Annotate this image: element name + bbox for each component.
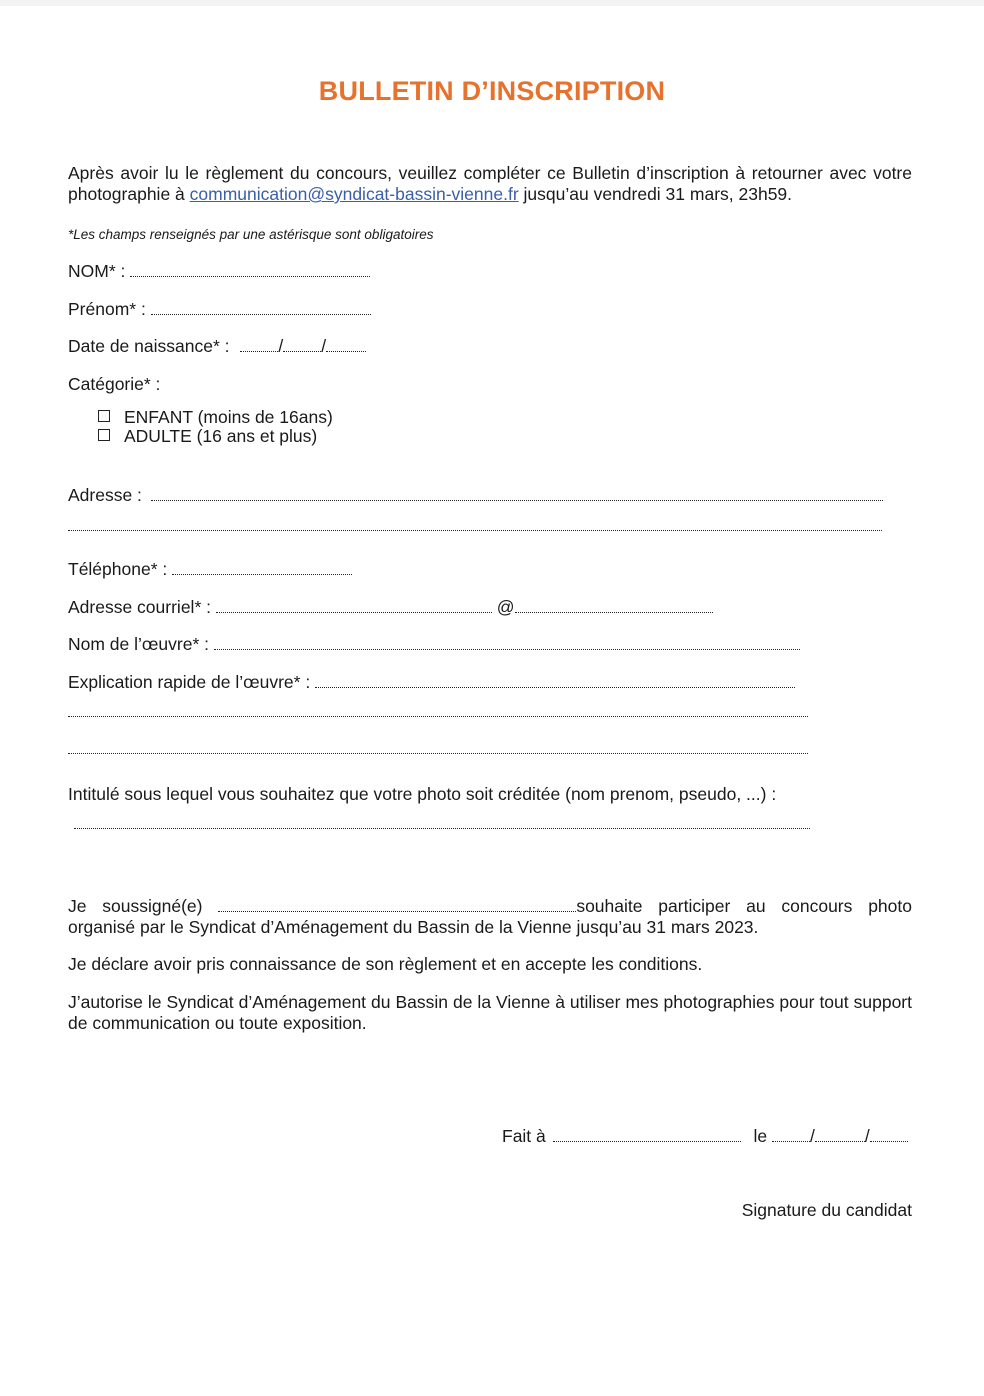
je-soussigne-text: Je soussigné(e) <box>68 896 203 916</box>
prenom-field <box>68 299 371 320</box>
fait-a-label: Fait à <box>502 1126 546 1146</box>
nom-input-line[interactable] <box>130 264 370 277</box>
category-option-label: ADULTE (16 ans et plus) <box>124 426 318 446</box>
intro-text-after: jusqu’au vendredi 31 mars, 23h59. <box>518 184 793 204</box>
oeuvre-explication-input-line-1[interactable] <box>315 675 795 688</box>
date-separator: / <box>810 1126 815 1146</box>
date-separator: / <box>321 336 327 356</box>
sign-day-input[interactable] <box>772 1129 810 1142</box>
date-naissance-label: Date de naissance* : <box>68 336 230 356</box>
category-option-label: ENFANT (moins de 16ans) <box>124 407 333 427</box>
oeuvre-explication-field <box>68 672 795 693</box>
fait-a-line <box>502 1126 908 1147</box>
birth-month-input[interactable] <box>283 339 321 352</box>
form-page <box>0 6 984 1396</box>
reglement-statement: Je déclare avoir pris connaissance de son règlement et en accepte les conditions. <box>68 954 703 974</box>
nom-label: NOM* : <box>68 261 126 281</box>
intitule-input-line[interactable] <box>74 828 810 829</box>
category-option-enfant[interactable] <box>98 408 333 427</box>
declaration-paragraph <box>68 896 912 938</box>
oeuvre-nom-field <box>68 634 800 655</box>
souhaite-text: souhaite participer au concours photo organisé par le Syndicat d’Aménagement du Bassin de la Vienne jusqu’au 31 mars 2023. <box>68 896 912 937</box>
nom-field <box>68 261 370 282</box>
prenom-input-line[interactable] <box>151 302 371 315</box>
signature-label: Signature du candidat <box>741 1200 912 1220</box>
oeuvre-explication-label: Explication rapide de l’œuvre* : <box>68 672 311 692</box>
oeuvre-nom-label: Nom de l’œuvre* : <box>68 634 210 654</box>
intitule-label: Intitulé sous lequel vous souhaitez que votre photo soit créditée (nom prenom, pseudo, ...) : <box>68 784 777 804</box>
adresse-field <box>68 485 883 506</box>
date-separator: / <box>864 1126 870 1146</box>
autorisation-statement: J’autorise le Syndicat d’Aménagement du Bassin de la Vienne à utiliser mes photographies pour tout support de communication ou toute exposition. <box>68 992 912 1033</box>
courriel-label: Adresse courriel* : <box>68 597 211 617</box>
sign-year-input[interactable] <box>870 1129 908 1142</box>
birth-day-input[interactable] <box>240 339 278 352</box>
adresse-label: Adresse : <box>68 485 142 505</box>
oeuvre-nom-input-line[interactable] <box>214 637 800 650</box>
telephone-input-line[interactable] <box>172 562 352 575</box>
checkbox-icon[interactable] <box>98 410 110 422</box>
courriel-field <box>68 597 713 618</box>
oeuvre-explication-input-line-3[interactable] <box>68 753 808 754</box>
intro-paragraph <box>68 163 912 205</box>
adresse-input-line-1[interactable] <box>151 488 883 501</box>
intro-text-before: Après avoir lu le règlement du concours, veuillez compléter ce Bulletin d’inscription à retourner avec votre photographie à <box>68 163 912 204</box>
courriel-domain-input[interactable] <box>515 600 713 613</box>
date-separator: / <box>278 336 284 356</box>
soussigne-name-input[interactable] <box>218 899 576 912</box>
category-option-adulte[interactable] <box>98 427 317 446</box>
mandatory-fields-note: *Les champs renseignés par une astérisque sont obligatoires <box>68 227 434 242</box>
birth-year-input[interactable] <box>326 339 366 352</box>
prenom-label: Prénom* : <box>68 299 146 319</box>
oeuvre-explication-input-line-2[interactable] <box>68 716 808 717</box>
courriel-user-input[interactable] <box>216 600 492 613</box>
telephone-label: Téléphone* : <box>68 559 168 579</box>
fait-a-input[interactable] <box>553 1129 741 1142</box>
le-label: le <box>753 1126 768 1146</box>
categorie-label: Catégorie* : <box>68 374 161 394</box>
telephone-field <box>68 559 352 580</box>
adresse-input-line-2[interactable] <box>68 530 882 531</box>
form-title: BULLETIN D’INSCRIPTION <box>318 76 666 106</box>
checkbox-icon[interactable] <box>98 429 110 441</box>
email-link[interactable]: communication@syndicat-bassin-vienne.fr <box>189 184 519 204</box>
date-naissance-field <box>68 336 366 357</box>
sign-month-input[interactable] <box>815 1129 865 1142</box>
at-sign: @ <box>496 597 515 617</box>
